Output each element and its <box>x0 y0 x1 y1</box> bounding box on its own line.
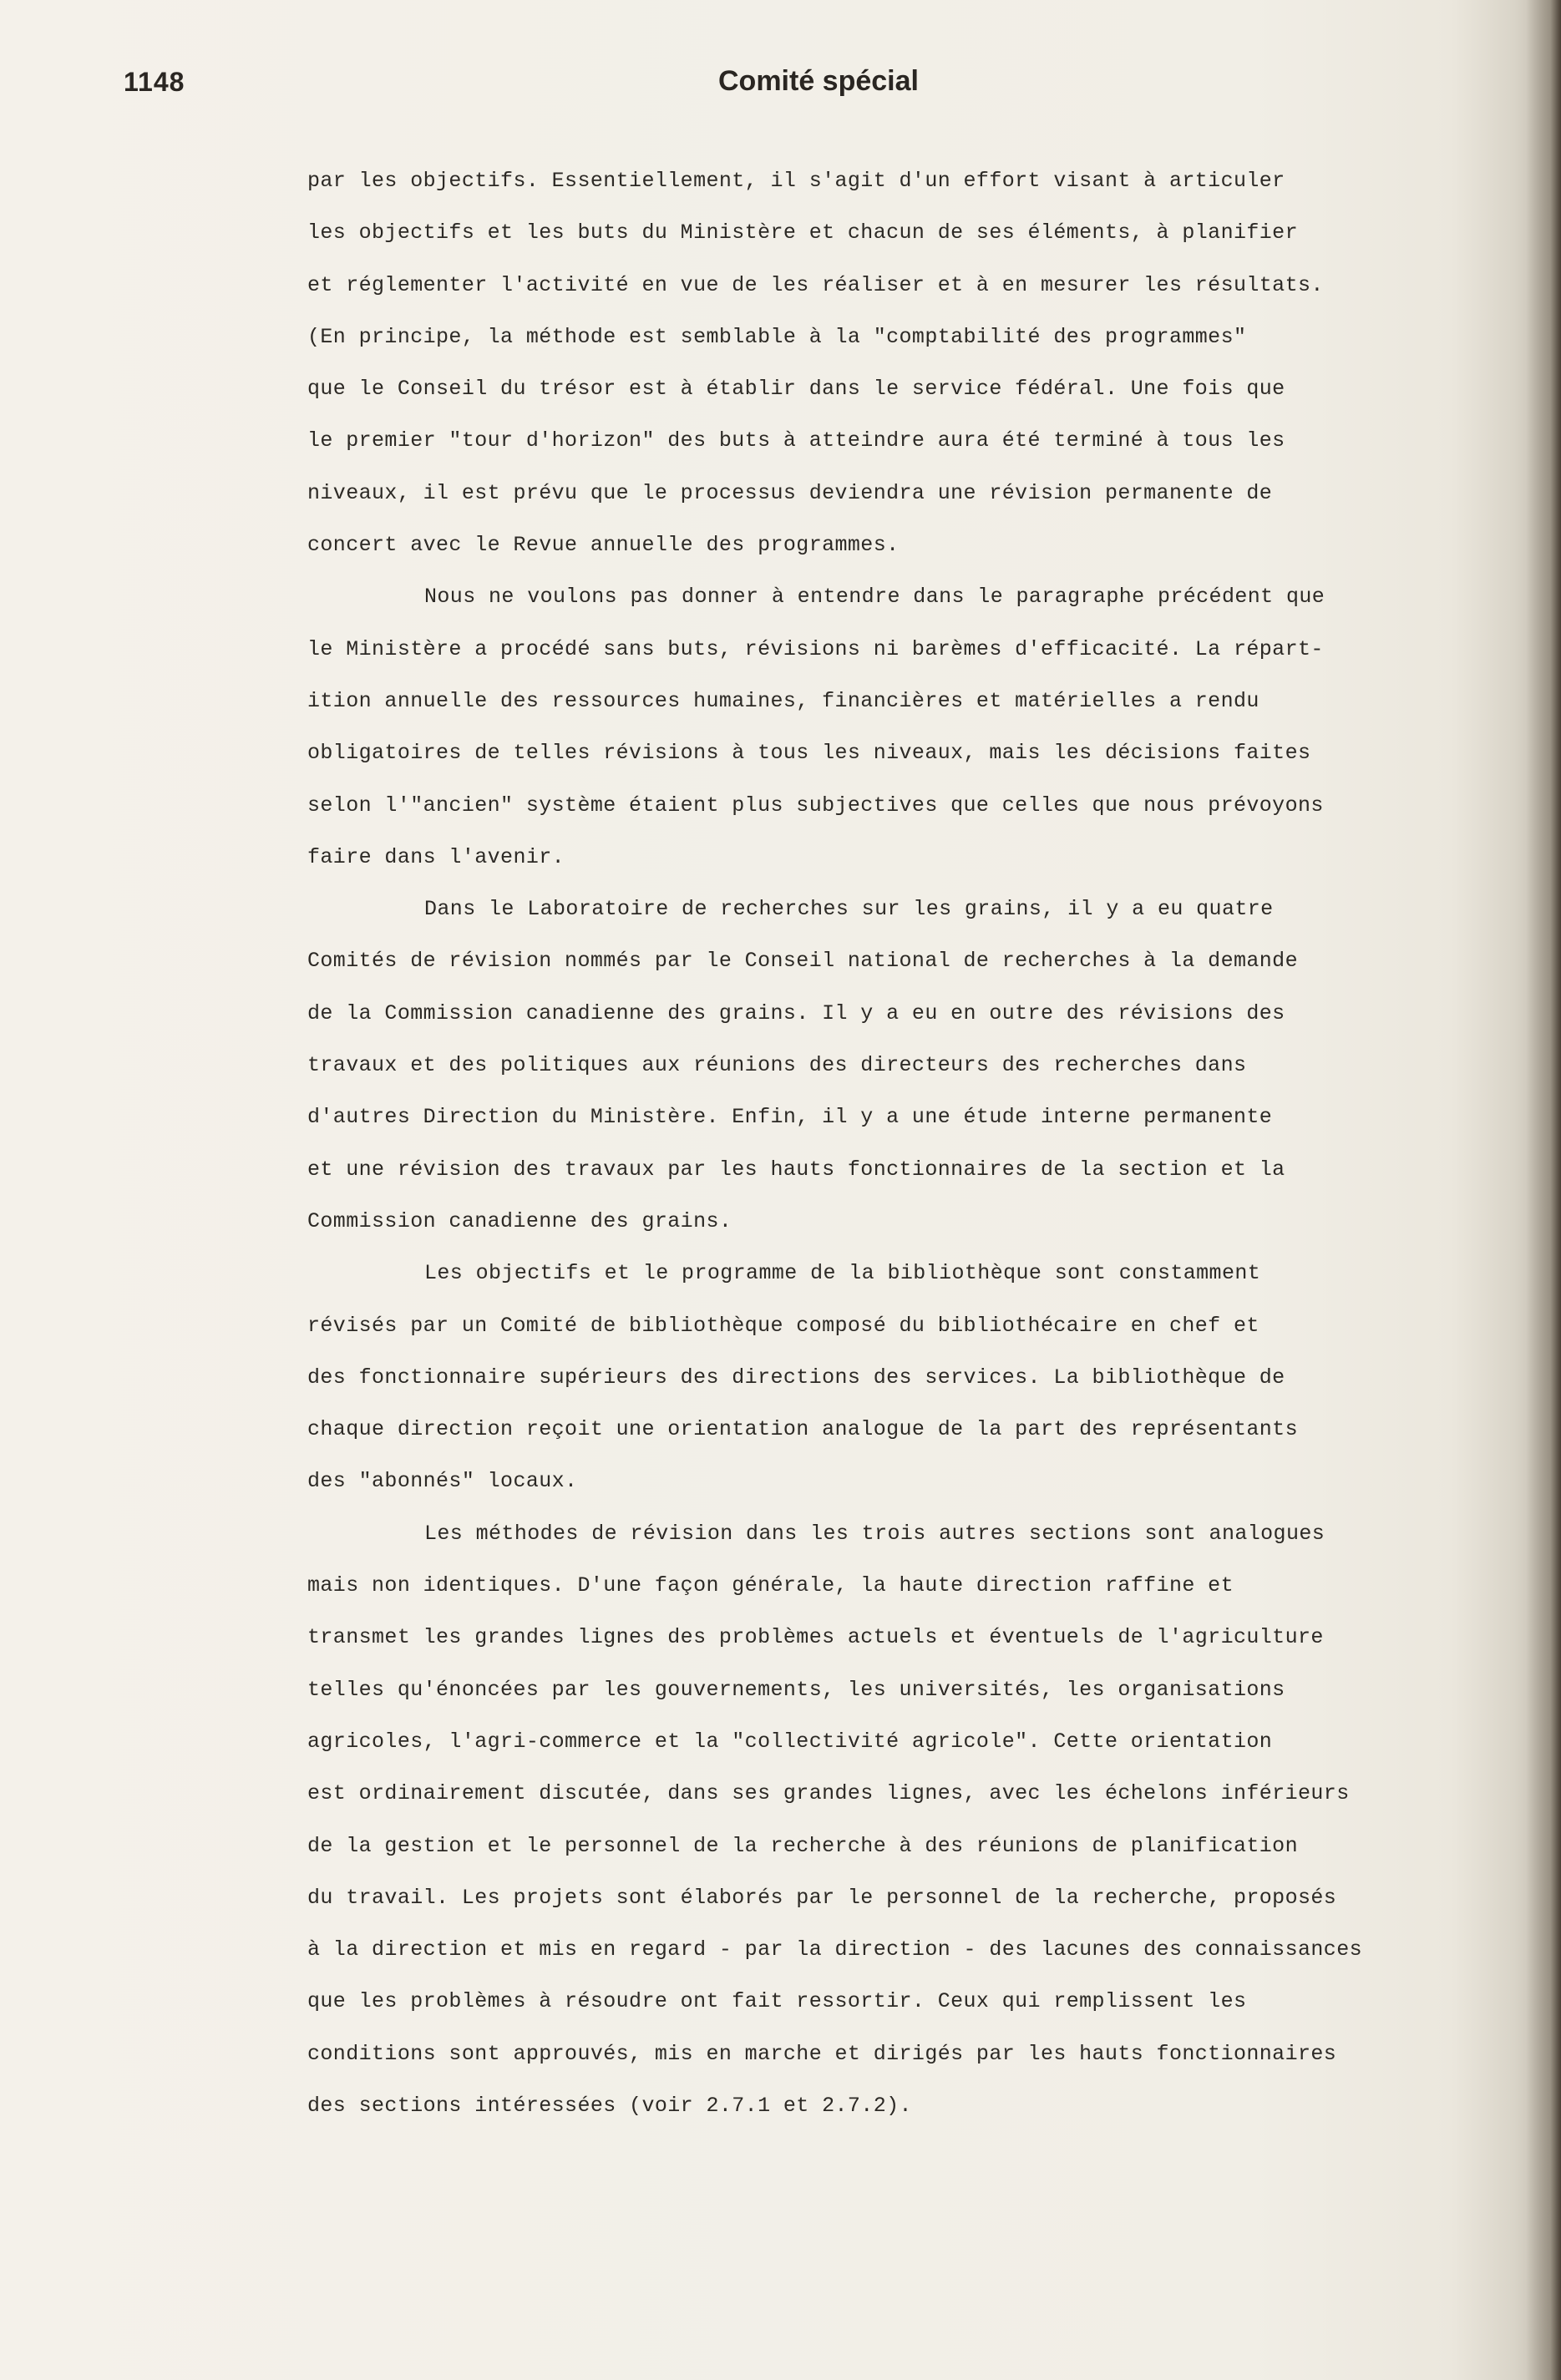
text-line: selon l'"ancien" système étaient plus subjectives que celles que nous prévoyons <box>307 792 1324 818</box>
body-text <box>307 155 1376 2132</box>
page-number: 1148 <box>124 67 185 97</box>
text-line: travaux et des politiques aux réunions des directeurs des recherches dans <box>307 1053 1247 1078</box>
text-line: le premier "tour d'horizon" des buts à atteindre aura été terminé à tous les <box>307 428 1285 453</box>
text-line: des sections intéressées (voir 2.7.1 et 2.7.2). <box>307 2093 912 2118</box>
text-line: mais non identiques. D'une façon générale, la haute direction raffine et <box>307 1573 1234 1598</box>
text-line: que les problèmes à résoudre ont fait ressortir. Ceux qui remplissent les <box>307 1989 1247 2014</box>
paragraph-first-line: Les méthodes de révision dans les trois autres sections sont analogues <box>424 1521 1325 1546</box>
text-line: (En principe, la méthode est semblable à la "comptabilité des programmes" <box>307 324 1247 349</box>
text-line: du travail. Les projets sont élaborés par le personnel de la recherche, proposés <box>307 1885 1337 1910</box>
text-line: niveaux, il est prévu que le processus deviendra une révision permanente de <box>307 480 1273 505</box>
text-line: et une révision des travaux par les hauts fonctionnaires de la section et la <box>307 1157 1285 1182</box>
text-line: telles qu'énoncées par les gouvernements, les universités, les organisations <box>307 1677 1285 1702</box>
text-line: le Ministère a procédé sans buts, révisions ni barèmes d'efficacité. La répart- <box>307 636 1324 661</box>
paragraph-first-line: Les objectifs et le programme de la bibliothèque sont constamment <box>424 1261 1261 1286</box>
text-line: chaque direction reçoit une orientation analogue de la part des représentants <box>307 1417 1298 1442</box>
text-line: Comités de révision nommés par le Conseil national de recherches à la demande <box>307 949 1298 974</box>
text-line: ition annuelle des ressources humaines, financières et matérielles a rendu <box>307 688 1259 713</box>
text-line: agricoles, l'agri-commerce et la "collectivité agricole". Cette orientation <box>307 1729 1273 1754</box>
text-line: Commission canadienne des grains. <box>307 1208 732 1233</box>
text-line: concert avec le Revue annuelle des programmes. <box>307 533 900 558</box>
binding-shadow <box>1526 0 1561 2380</box>
text-line: des "abonnés" locaux. <box>307 1469 578 1494</box>
paragraph-first-line: Nous ne voulons pas donner à entendre dans le paragraphe précédent que <box>424 585 1325 610</box>
text-line: conditions sont approuvés, mis en marche et dirigés par les hauts fonctionnaires <box>307 2041 1337 2066</box>
text-line: les objectifs et les buts du Ministère et chacun de ses éléments, à planifier <box>307 220 1298 246</box>
text-line: et réglementer l'activité en vue de les réaliser et à en mesurer les résultats. <box>307 272 1324 297</box>
text-line: d'autres Direction du Ministère. Enfin, il y a une étude interne permanente <box>307 1105 1273 1130</box>
text-line: transmet les grandes lignes des problèmes actuels et éventuels de l'agriculture <box>307 1625 1324 1650</box>
text-line: révisés par un Comité de bibliothèque composé du bibliothécaire en chef et <box>307 1313 1259 1338</box>
text-line: par les objectifs. Essentiellement, il s'agit d'un effort visant à articuler <box>307 169 1285 193</box>
text-line: de la gestion et le personnel de la recherche à des réunions de planification <box>307 1833 1298 1858</box>
running-title: Comité spécial <box>718 65 919 97</box>
text-line: que le Conseil du trésor est à établir dans le service fédéral. Une fois que <box>307 377 1285 402</box>
text-line: de la Commission canadienne des grains. Il y a eu en outre des révisions des <box>307 1000 1285 1025</box>
text-line: est ordinairement discutée, dans ses grandes lignes, avec les échelons inférieurs <box>307 1781 1350 1806</box>
text-line: des fonctionnaire supérieurs des directions des services. La bibliothèque de <box>307 1365 1285 1390</box>
text-line: à la direction et mis en regard - par la direction - des lacunes des connaissances <box>307 1937 1362 1962</box>
text-line: obligatoires de telles révisions à tous les niveaux, mais les décisions faites <box>307 741 1311 766</box>
paragraph-first-line: Dans le Laboratoire de recherches sur les grains, il y a eu quatre <box>424 897 1274 922</box>
text-line: faire dans l'avenir. <box>307 844 565 869</box>
